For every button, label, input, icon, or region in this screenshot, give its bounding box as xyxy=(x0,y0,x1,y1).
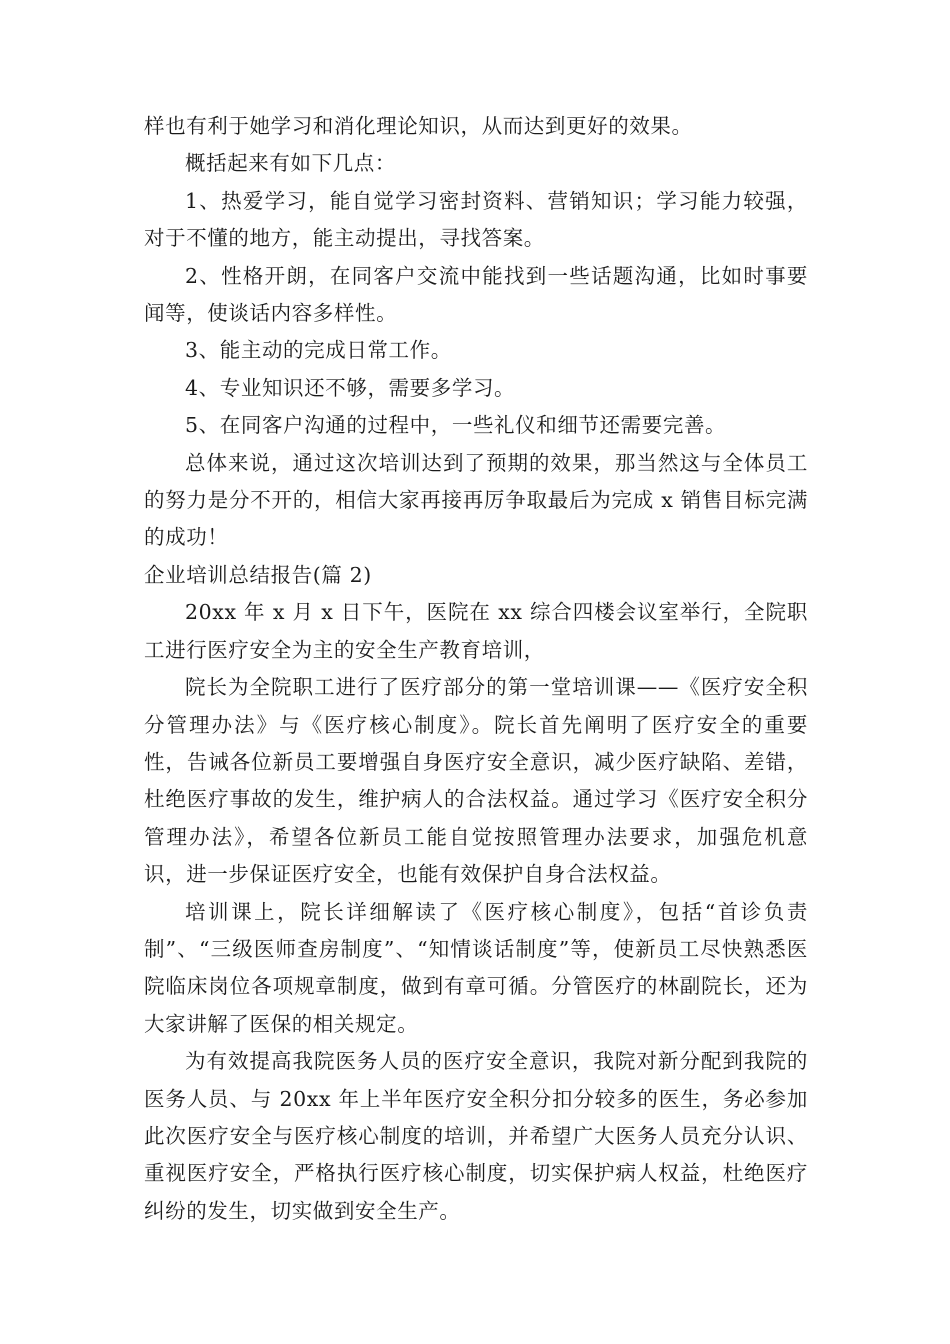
paragraph-summary-intro: 概括起来有如下几点： xyxy=(185,151,396,176)
list-item-4: 4、专业知识还不够，需要多学习。 xyxy=(185,375,516,400)
paragraph-conclusion: 总体来说，通过这次培训达到了预期的效果，那当然这与全体员工的努力是分不开的，相信大家再接再厉争取最后为完成 x 销售目标完满的成功！ xyxy=(144,450,808,550)
paragraph-core-system: 培训课上，院长详细解读了《医疗核心制度》，包括“首诊负责制”、“三级医师查房制度”、“知情谈话制度”等，使新员工尽快熟悉医院临床岗位各项规章制度，做到有章可循。分管医疗的林副院长，还为大家讲解了医保的相关规定。 xyxy=(144,899,808,1036)
paragraph-first-lesson: 院长为全院职工进行了医疗部分的第一堂培训课——《医疗安全积分管理办法》与《医疗核心制度》。院长首先阐明了医疗安全的重要性，告诫各位新员工要增强自身医疗安全意识，减少医疗缺陷、差错，杜绝医疗事故的发生，维护病人的合法权益。通过学习《医疗安全积分管理办法》，希望各位新员工能自觉按照管理办法要求，加强危机意识，进一步保证医疗安全，也能有效保护自身合法权益。 xyxy=(144,675,808,887)
paragraph-event: 20xx 年 x 月 x 日下午，医院在 xx 综合四楼会议室举行，全院职工进行医疗安全为主的安全生产教育培训， xyxy=(144,600,808,662)
paragraph-safety-awareness: 为有效提高我院医务人员的医疗安全意识，我院对新分配到我院的医务人员、与 20xx 年上半年医疗安全积分扣分较多的医生，务必参加此次医疗安全与医疗核心制度的培训，并希望广大医务人员充分认识、重视医疗安全，严格执行医疗核心制度，切实保护病人权益，杜绝医疗纠纷的发生，切实做到安全生产。 xyxy=(144,1049,808,1223)
list-item-3: 3、能主动的完成日常工作。 xyxy=(185,338,452,363)
list-item-1: 1、热爱学习，能自觉学习密封资料、营销知识；学习能力较强，对于不懂的地方，能主动提出，寻找答案。 xyxy=(144,188,808,251)
paragraph-continuation: 样也有利于她学习和消化理论知识，从而达到更好的效果。 xyxy=(144,114,693,138)
document-body xyxy=(144,108,808,1230)
list-item-5: 5、在同客户沟通的过程中，一些礼仪和细节还需要完善。 xyxy=(185,413,727,438)
list-item-2: 2、性格开朗，在同客户交流中能找到一些话题沟通，比如时事要闻等，使谈话内容多样性。 xyxy=(144,263,808,326)
section-heading: 企业培训总结报告(篇 2) xyxy=(144,562,372,587)
